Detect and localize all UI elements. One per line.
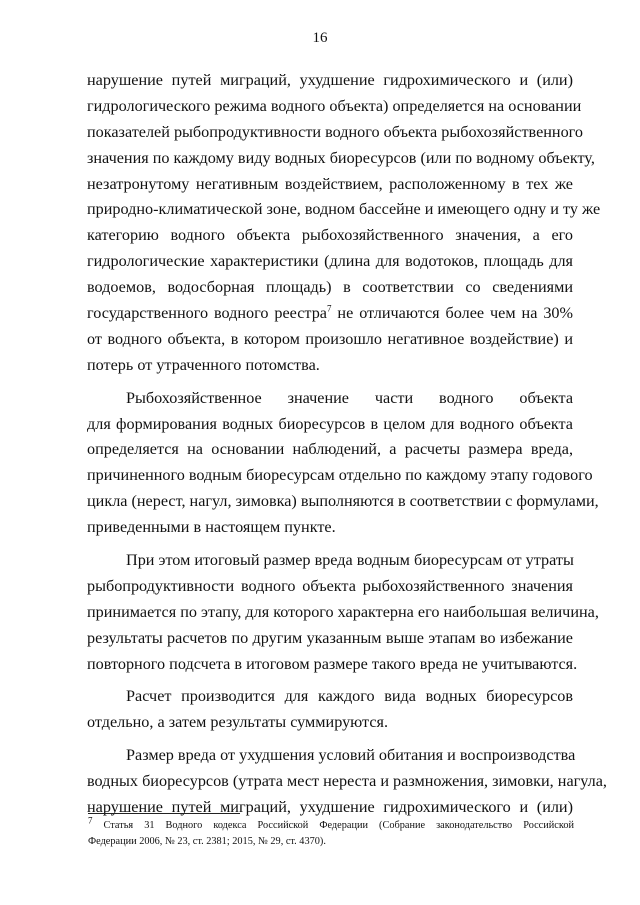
text-line: гидрологического режима водного объекта) определяется на основании [87, 96, 582, 115]
text-line: результаты расчетов по другим указанным выше этапам во избежание [87, 628, 573, 647]
text-line: Рыбохозяйственное значение части водного объекта [126, 388, 573, 407]
text-line: цикла (нерест, нагул, зимовка) выполняются в соответствии с формулами, [87, 492, 599, 511]
text-line: рыбопродуктивности водного объекта рыбохозяйственного значения [87, 576, 573, 595]
text-line: незатронутому негативным воздействием, расположенному в тех же [87, 174, 573, 193]
page-number: 16 [312, 30, 328, 46]
text-line: природно-климатической зоне, водном бассейне и имеющего одну и ту же [87, 200, 601, 219]
paragraph-3 [87, 548, 599, 677]
text-line: повторного подсчета в итоговом размере такого вреда не учитываются. [87, 654, 578, 673]
text-line: гидрологические характеристики (длина для водотоков, площадь для [87, 252, 573, 271]
text-line: определяется на основании наблюдений, а расчеты размера вреда, [87, 440, 573, 459]
paragraph-5 [87, 743, 607, 821]
text-line: приведенными в настоящем пункте. [87, 518, 336, 537]
footnote [88, 815, 574, 849]
text-line [87, 301, 573, 327]
text-line: нарушение путей миграций, ухудшение гидрохимического и (или) [87, 71, 573, 89]
text-line: отдельно, а затем результаты суммируются. [87, 713, 389, 732]
text-fragment: не отличаются более чем на 30% [331, 304, 574, 323]
text-line: от водного объекта, в котором произошло негативное воздействие) и [87, 329, 573, 348]
paragraph-1 [87, 68, 601, 379]
text-line: причиненного водным биоресурсам отдельно по каждому этапу годового [87, 466, 593, 485]
footnote-line [88, 815, 574, 834]
footnote-line: Федерации 2006, № 23, ст. 2381; 2015, № 29, ст. 4370). [88, 835, 326, 847]
text-line: категорию водного объекта рыбохозяйственного значения, а его [87, 226, 573, 245]
paragraph-4 [87, 684, 573, 736]
text-line: значения по каждому виду водных биоресурсов (или по водному объекту, [87, 148, 595, 167]
text-line: При этом итоговый размер вреда водным биоресурсам от утраты [126, 551, 574, 570]
body-text [87, 68, 607, 821]
footnote-divider [88, 813, 240, 814]
text-line: Расчет производится для каждого вида водных биоресурсов [126, 687, 573, 706]
paragraph-2 [87, 386, 599, 541]
text-line: водных биоресурсов (утрата мест нереста и размножения, зимовки, нагула, [87, 772, 607, 791]
text-line: принимается по этапу, для которого характерна его наибольшая величина, [87, 602, 599, 621]
footnote-text: Статья 31 Водного кодекса Российской Федерации (Собрание законодательство Российской [92, 820, 574, 831]
text-line: нарушение путей миграций, ухудшение гидрохимического и (или) [87, 798, 573, 817]
text-line: для формирования водных биоресурсов в целом для водного объекта [87, 414, 573, 433]
text-fragment: государственного водного реестра [87, 304, 327, 323]
text-line: показателей рыбопродуктивности водного объекта рыбохозяйственного [87, 122, 584, 141]
footnote-reference[interactable]: 7 [327, 303, 332, 314]
text-line: потерь от утраченного потомства. [87, 355, 320, 374]
text-line: водоемов, водосборная площадь) в соответствии со сведениями [87, 278, 573, 297]
footnote-number: 7 [88, 815, 93, 826]
text-line: Размер вреда от ухудшения условий обитания и воспроизводства [126, 746, 576, 765]
